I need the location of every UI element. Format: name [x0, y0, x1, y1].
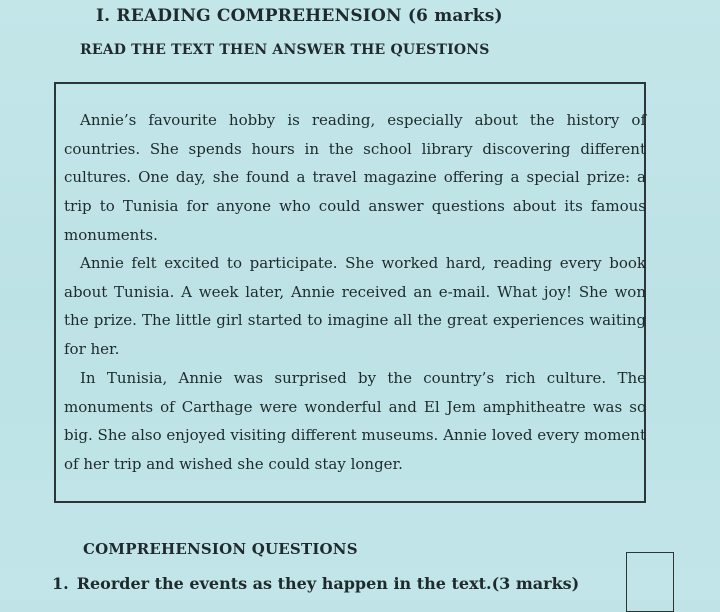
paragraph-1: Annie’s favourite hobby is reading, especially about the history of countries. She spends hours in the school library discovering different cultures. One day, she found a travel magazine offering a special prize: a trip to Tunisia for anyone who could answer questions about its famous monuments. — [64, 111, 646, 244]
paragraph-2: Annie felt excited to participate. She worked hard, reading every book about Tunisia. A week later, Annie received an e-mail. What joy! She won the prize. The little girl started to imagine all the great experiences waiting for her. — [64, 254, 646, 359]
section-title: I. READING COMPREHENSION (6 marks) — [96, 6, 503, 26]
question-1 — [52, 574, 579, 593]
question-number: 1. — [52, 574, 69, 593]
instruction-line: READ THE TEXT THEN ANSWER THE QUESTIONS — [80, 42, 490, 58]
comprehension-questions-title: COMPREHENSION QUESTIONS — [83, 540, 358, 558]
paragraph-3: In Tunisia, Annie was surprised by the country’s rich culture. The monuments of Carthage were wonderful and El Jem amphitheatre was so big. She also enjoyed visiting different museums. Annie loved every moment of her trip and wished she could stay longer. — [64, 369, 646, 474]
reading-text-box — [54, 82, 646, 503]
score-box[interactable] — [626, 552, 674, 612]
question-text: Reorder the events as they happen in the text.(3 marks) — [76, 574, 580, 593]
